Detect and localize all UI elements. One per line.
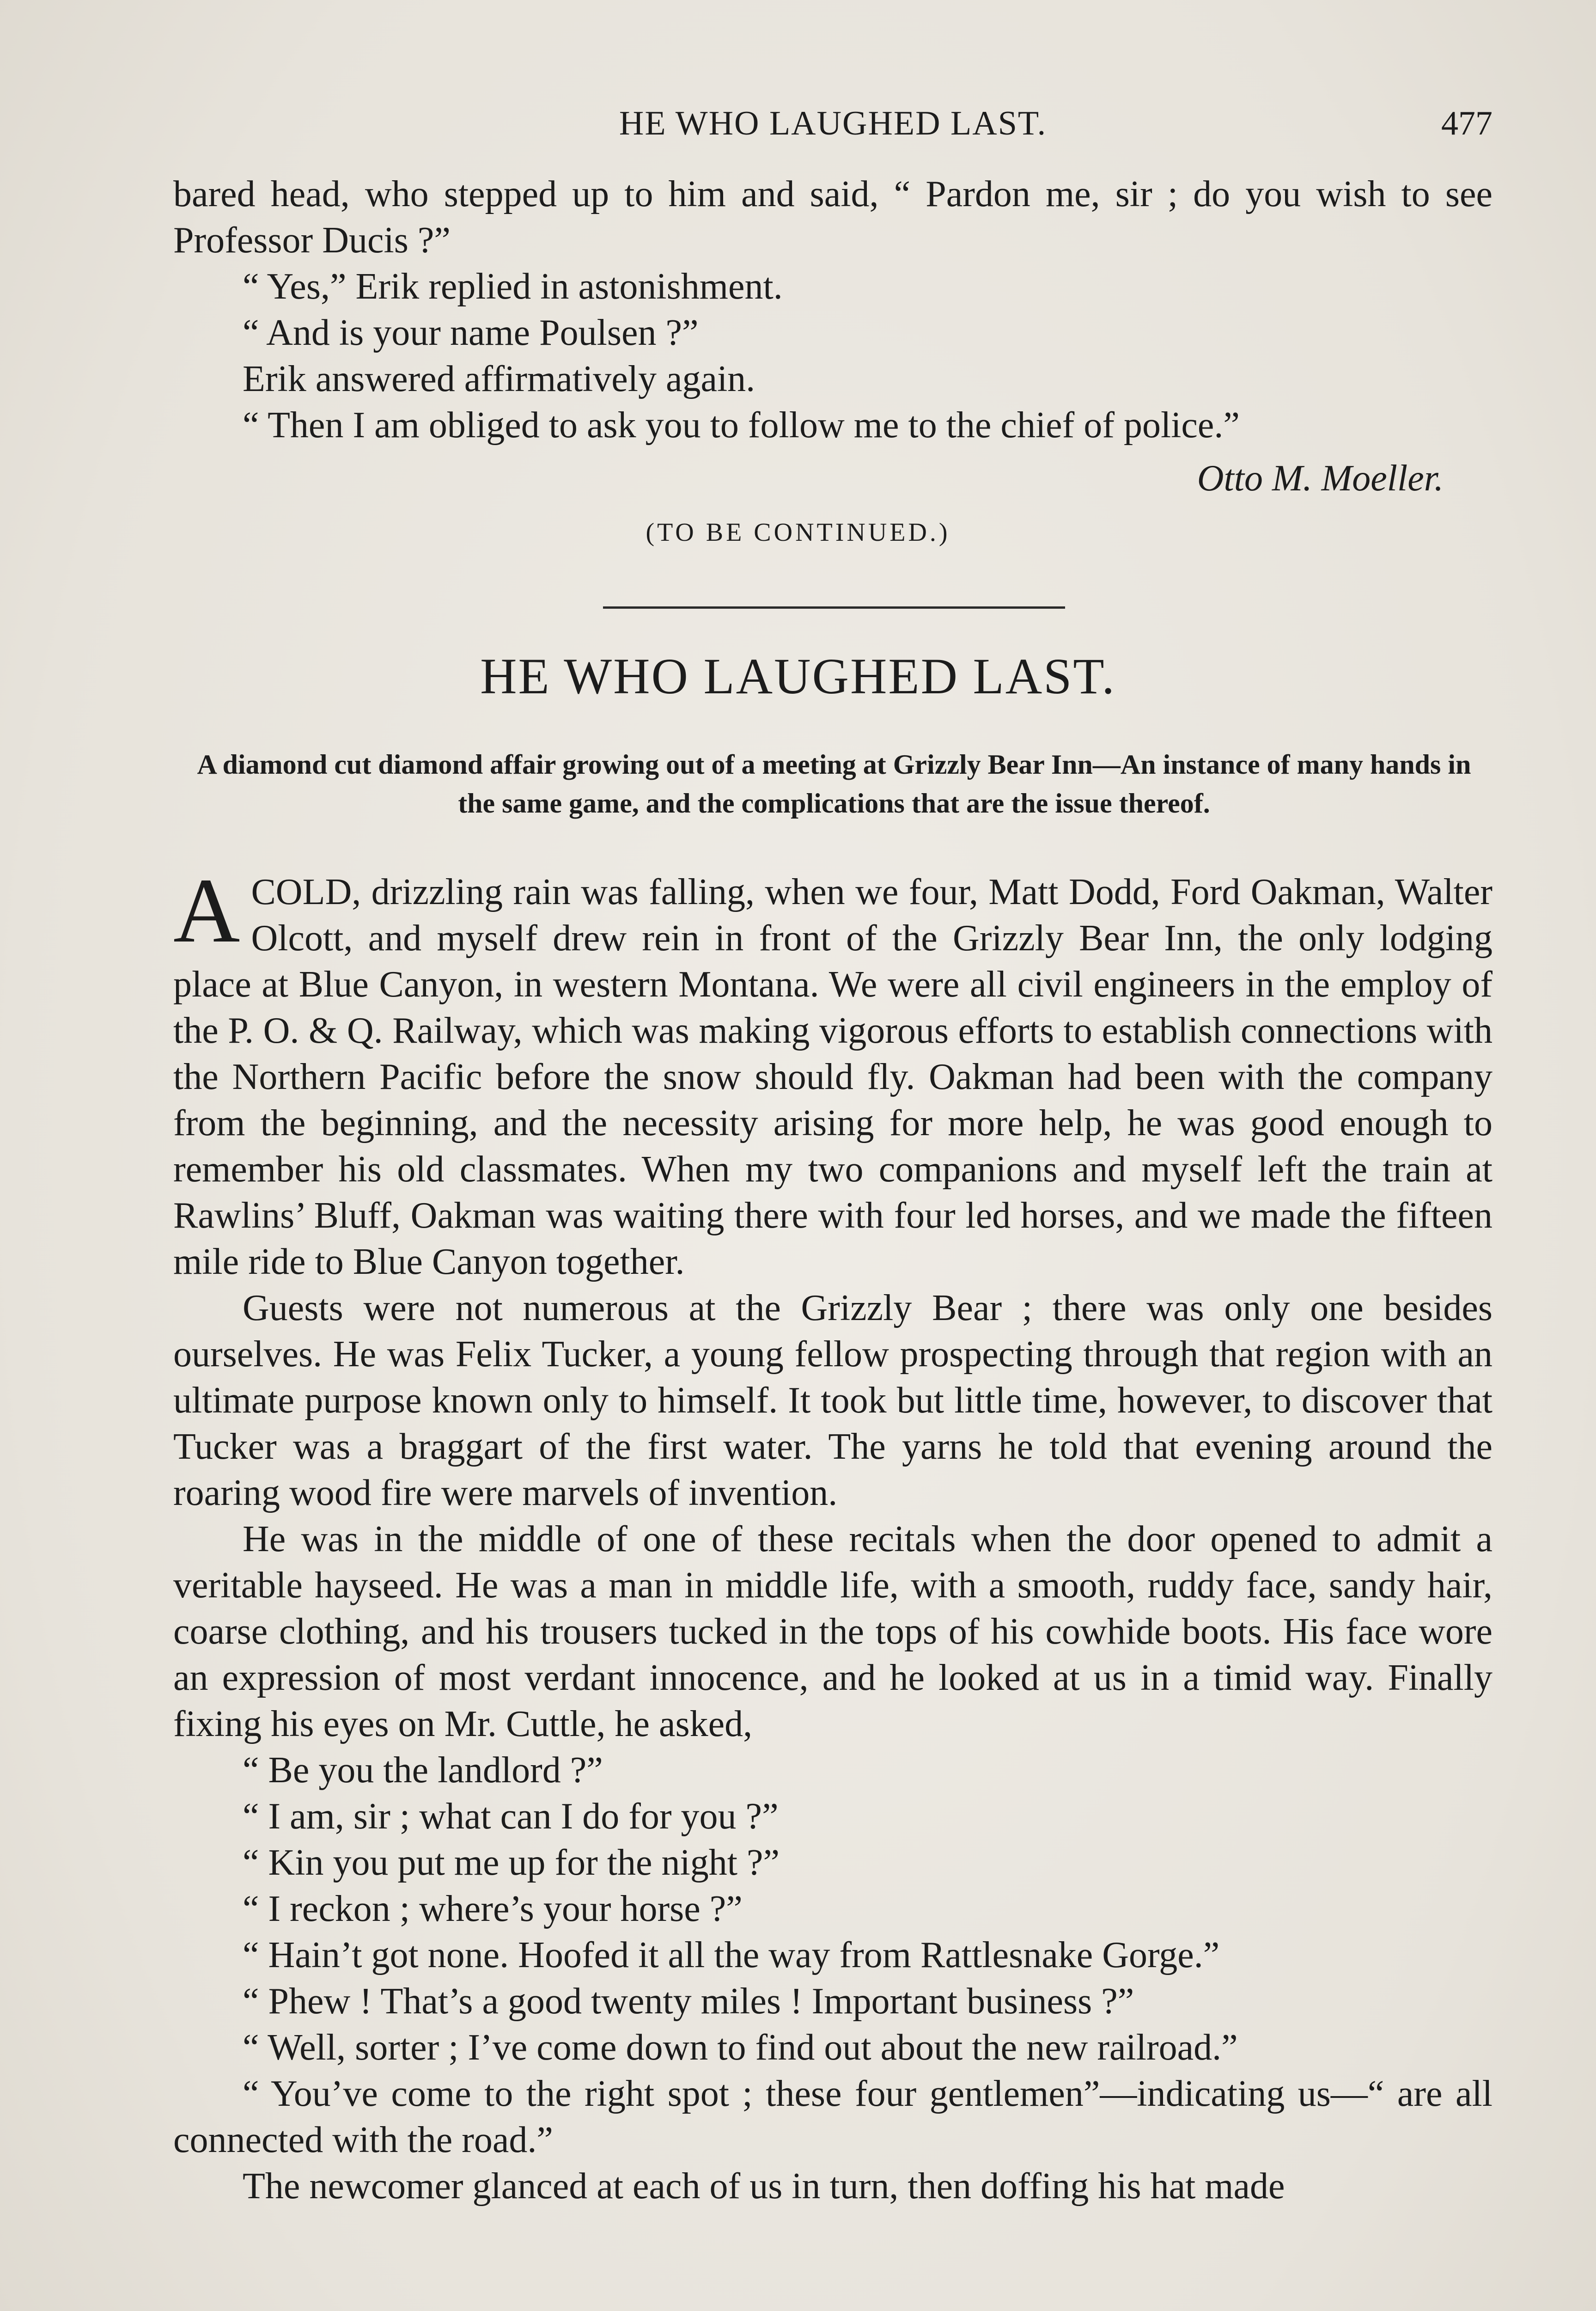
opening-paragraph (173, 860, 1492, 1285)
running-head: HE WHO LAUGHED LAST. (619, 104, 1047, 142)
drop-cap: A (173, 860, 240, 962)
page-number: 477 (1441, 104, 1492, 142)
dialogue-line: “ Be you the landlord ?” (243, 1750, 603, 1791)
previous-story-ending (173, 171, 1492, 448)
dialogue-line: “ Hain’t got none. Hoofed it all the way from Rattlesnake Gorge.” (243, 1935, 1220, 1975)
page-header (173, 104, 1492, 155)
dialogue-line: “ You’ve come to the right spot ; these four gentlemen”—indicating us—“ are all connected with the road.” (173, 2073, 1492, 2160)
paragraph: The newcomer glanced at each of us in turn, then doffing his hat made (243, 2166, 1285, 2207)
to-be-continued: (TO BE CONTINUED.) (646, 518, 950, 547)
opening-text: drizzling rain was falling, when we four, Matt Dodd, Ford Oakman, Walter Olcott, and myself drew rein in front of the Grizzly Bear Inn, the only lodging place at Blue Canyon, in western Montana. We were all civil engineers in the employ of the P. O. & Q. Railway, which was making vigorous efforts to establish connections with the Northern Pacific before the snow should fly. Oakman had been with the company from the beginning, and the necessity arising for more help, he was good enough to remember his old classmates. When my two companions and myself left the train at Rawlins’ Bluff, Oakman was waiting there with four led horses, and we made the fifteen mile ride to Blue Canyon together. (173, 872, 1492, 1282)
dialogue-line: “ Well, sorter ; I’ve come down to find out about the new railroad.” (243, 2027, 1238, 2068)
dialogue-line: “ I reckon ; where’s your horse ?” (243, 1889, 743, 1929)
paragraph: “ Then I am obliged to ask you to follow me to the chief of police.” (243, 405, 1240, 446)
dialogue-line: “ I am, sir ; what can I do for you ?” (243, 1796, 779, 1837)
paragraph: Guests were not numerous at the Grizzly Bear ; there was only one besides ourselves. He was Felix Tucker, a young fellow prospecting through that region with an ultimate purpose known only to himself. It took but little time, however, to discover that Tucker was a braggart of the first water. The yarns he told that evening around the roaring wood fire were marvels of invention. (173, 1288, 1492, 1513)
paragraph: “ And is your name Poulsen ?” (243, 312, 699, 353)
article-body (173, 860, 1492, 2209)
paragraph: “ Yes,” Erik replied in astonishment. (243, 266, 783, 307)
article-title: HE WHO LAUGHED LAST. (480, 648, 1116, 704)
dialogue-line: “ Kin you put me up for the night ?” (243, 1842, 780, 1883)
article-subtitle: A diamond cut diamond affair growing out of a meeting at Grizzly Bear Inn—An instance of many hands in the same game, and the complications that are the issue thereof. (197, 749, 1471, 819)
opening-word: COLD, (251, 872, 361, 912)
section-divider (603, 606, 1065, 609)
paragraph: bared head, who stepped up to him and said, “ Pardon me, sir ; do you wish to see Professor Ducis ?” (173, 174, 1492, 261)
paragraph: Erik answered affirmatively again. (243, 359, 755, 399)
dialogue-line: “ Phew ! That’s a good twenty miles ! Important business ?” (243, 1981, 1134, 2022)
author-signature: Otto M. Moeller. (1197, 458, 1444, 499)
paragraph: He was in the middle of one of these recitals when the door opened to admit a veritable hayseed. He was a man in middle life, with a smooth, ruddy face, sandy hair, coarse clothing, and his trousers tucked in the tops of his cowhide boots. His face wore an expression of most verdant innocence, and he looked at us in a timid way. Finally fixing his eyes on Mr. Cuttle, he asked, (173, 1519, 1492, 1744)
